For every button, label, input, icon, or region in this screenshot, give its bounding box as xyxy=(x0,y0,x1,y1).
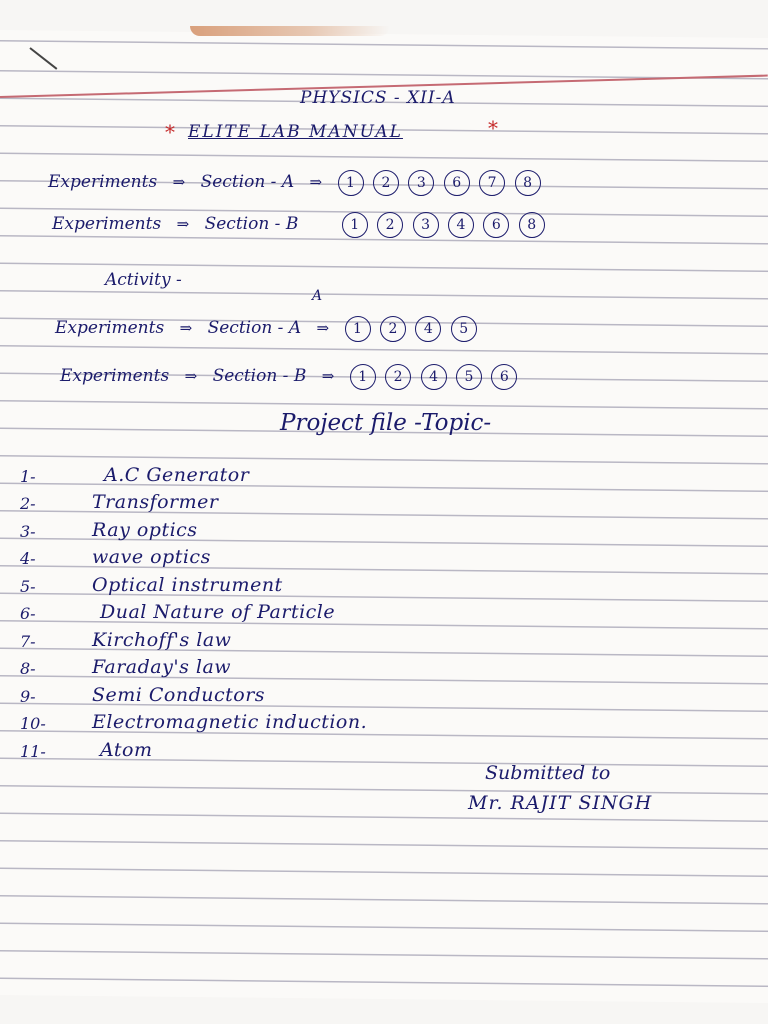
activity-row-2 xyxy=(60,364,521,390)
arrow-icon: ⇒ xyxy=(176,215,190,233)
topic-number: 10- xyxy=(20,714,46,733)
circled-number: 5 xyxy=(456,364,482,390)
circled-list xyxy=(342,214,549,234)
circled-number: 1 xyxy=(342,212,368,238)
topic-number: 1- xyxy=(20,466,36,486)
activity-row-1 xyxy=(55,316,481,342)
list-item xyxy=(20,596,367,624)
circled-number: 2 xyxy=(373,170,399,196)
circled-list xyxy=(345,318,481,338)
topic-text: Ray optics xyxy=(92,518,198,541)
page-title: PHYSICS - XII-A xyxy=(300,88,456,108)
topic-text: A.C Generator xyxy=(104,463,250,486)
manual-heading: ELITE LAB MANUAL xyxy=(188,122,403,142)
activity-marker: A xyxy=(312,288,323,304)
circled-number: 2 xyxy=(380,316,406,342)
circled-number: 3 xyxy=(408,170,434,196)
topic-text: Optical instrument xyxy=(92,573,283,596)
list-item xyxy=(20,486,367,514)
star-icon: * xyxy=(165,120,175,144)
row-section: Section - B xyxy=(212,366,307,386)
page-edge-shadow xyxy=(190,26,390,36)
circled-number: 4 xyxy=(448,212,474,238)
project-heading: Project file -Topic- xyxy=(280,410,492,436)
circled-number: 2 xyxy=(385,364,411,390)
circled-number: 4 xyxy=(415,316,441,342)
experiments-row-1 xyxy=(48,170,545,196)
circled-number: 8 xyxy=(519,212,545,238)
row-label: Experiments xyxy=(60,366,170,386)
list-item xyxy=(20,541,367,569)
circled-number: 1 xyxy=(350,364,376,390)
teacher-name: Mr. RAJIT SINGH xyxy=(468,792,653,814)
topic-number: 11- xyxy=(20,741,46,761)
list-item xyxy=(20,568,367,596)
topic-text: Faraday's law xyxy=(92,656,232,678)
topic-number: 5- xyxy=(20,576,36,596)
row-label: Experiments xyxy=(55,318,165,338)
arrow-icon: ⇒ xyxy=(172,173,186,191)
topic-number: 7- xyxy=(20,631,36,651)
topic-number: 6- xyxy=(20,604,36,623)
row-section: Section - B xyxy=(204,214,299,234)
topic-text: Dual Nature of Particle xyxy=(100,601,336,623)
row-section: Section - A xyxy=(207,318,302,338)
topic-text: Electromagnetic induction. xyxy=(92,711,368,733)
row-section: Section - A xyxy=(200,172,295,192)
topic-text: wave optics xyxy=(92,546,211,568)
circled-number: 5 xyxy=(451,316,477,342)
arrow-icon: ⇒ xyxy=(321,367,335,385)
circled-number: 7 xyxy=(479,170,505,196)
list-item xyxy=(20,623,367,651)
submitted-to-label: Submitted to xyxy=(485,762,611,784)
circled-number: 4 xyxy=(421,364,447,390)
topic-text: Atom xyxy=(100,738,153,761)
row-label: Experiments xyxy=(48,172,158,192)
circled-list xyxy=(350,366,522,386)
circled-number: 1 xyxy=(338,170,364,196)
list-item xyxy=(20,651,367,679)
circled-number: 6 xyxy=(491,364,517,390)
arrow-icon: ⇒ xyxy=(184,367,198,385)
circled-number: 6 xyxy=(444,170,470,196)
circled-number: 1 xyxy=(345,316,371,342)
circled-number: 8 xyxy=(515,170,541,196)
topic-number: 4- xyxy=(20,549,36,568)
circled-number: 3 xyxy=(413,212,439,238)
topic-text: Semi Conductors xyxy=(92,683,266,706)
list-item xyxy=(20,706,367,734)
arrow-icon: ⇒ xyxy=(309,173,323,191)
topic-number: 3- xyxy=(20,521,36,541)
experiments-row-2 xyxy=(52,212,549,238)
circled-number: 6 xyxy=(483,212,509,238)
topic-number: 9- xyxy=(20,686,36,706)
row-label: Experiments xyxy=(52,214,162,234)
topic-text: Transformer xyxy=(92,491,219,513)
topic-number: 2- xyxy=(20,494,36,513)
topic-text: Kirchoff's law xyxy=(92,628,232,651)
arrow-icon: ⇒ xyxy=(316,319,330,337)
circled-number: 2 xyxy=(377,212,403,238)
list-item xyxy=(20,733,367,761)
topic-number: 8- xyxy=(20,659,36,678)
circled-list xyxy=(338,172,545,192)
arrow-icon: ⇒ xyxy=(179,319,193,337)
list-item xyxy=(20,513,367,541)
activity-heading: Activity - xyxy=(105,270,182,290)
topic-list xyxy=(20,458,367,761)
list-item xyxy=(20,678,367,706)
list-item xyxy=(20,458,367,486)
star-icon: * xyxy=(488,116,498,140)
